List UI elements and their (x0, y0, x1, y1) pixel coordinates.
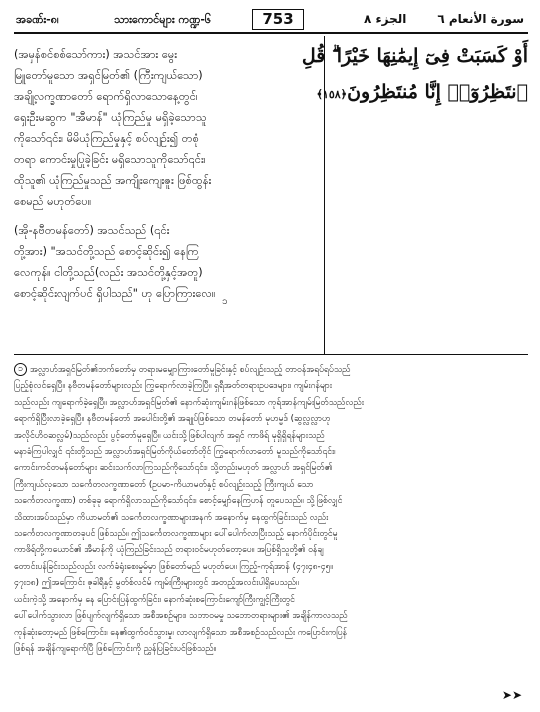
text-line: (အို-နဗီတမန်တော်) အသင်သည် (၎င်း (14, 224, 170, 237)
ayah-number-marker: ﴿١٥٨﴾ (316, 88, 348, 101)
ayah-number: ١٥٨ (322, 88, 341, 101)
text-line: အချို့လက္ခဏာတော် ရောက်ရှိလာသောနေ့တွင်၊ (14, 90, 198, 103)
text-line: (အမှန်စင်စစ်သော်ကား) အသင်အား မွေး (14, 48, 178, 61)
footnote-block (14, 362, 528, 657)
arabic-line-1: أَوْ كَسَبَتْ فِىٓ إِيمَٰنِهَا خَيْرًا ۗ قُلِ (301, 45, 528, 67)
footnote-line: ကာဖိရ်တို့ကယောင်၏ အီမာန်ကို ယုံကြည်ခြင်းသည် တရားဝင်မဟုတ်တော့ပေ။ အပြစ်ရှိသူတို့၏ ဝန်ချ (14, 545, 324, 556)
translation-paragraph-2 (14, 220, 316, 304)
text-line: စောင့်ဆိုင်းလျက်ပင် ရှိပါသည်" ဟု ပြောကြားလေ။ (14, 287, 216, 300)
footnote-line: တောင်းပန်ခြင်းသည်လည်း လက်ခံရုံးစေးမှုမ်မှာ ဖြစ်တော်မည် မဟုတ်ပေ။ ကြည့်-ကုရ်အာန် (၄၇း၄၈-၄၅။ (14, 561, 333, 572)
text-line: မြူတော်မူသော အရှင်မြတ်၏ (ကြီးကျယ်သော) (14, 69, 203, 82)
footnote-line-text: အလ္လာဟ်အရှင်မြတ်၏ဘက်တော်မှ တရားမမျှောကြားတော်မူခြင်းနှင့် စပ်လျဉ်းသည့် တာဝန်အရပ်ရပ်သည် (30, 365, 351, 375)
footnote-separator (14, 354, 528, 355)
footnote-line: ပေါ်ပေါက်သွားလာ ဖြစ်ပျက်လျက်ရှိသော အစီအစဉ်များ၊ သဘာဝမမှု သဘောတရားများ၏ အချိန်ကာလသည် (14, 611, 348, 622)
footnote-line: ကုန်ဆုံးတော့မည် ဖြစ်ကြောင်း၊ နေ၏ထွက်ဝင်သွားမှု၊ လာလျက်ရှိသော အစီအစဉ်သည်လည်း ကပြောင်းကပြန် (14, 627, 348, 638)
footnote-line: ဖြစ်ရန် အချိန်ကျရောက်ပြီ ဖြစ်ကြောင်းကို ညွှန်ပြခြင်းပင်ဖြစ်သည်။ (14, 643, 217, 654)
footnote-line (14, 362, 528, 378)
header-section-label: သားကောင်များ ကဏ္ဍ-၆ (114, 13, 212, 26)
header-juz-label: الجزء ٨ (364, 12, 407, 26)
footnote-number: ၁ (14, 363, 27, 376)
footnote-line: အလိုင်ဟိဝဆလ္လမ်)သည်လည်း ပွင့်တော်မူရှေပြီ။ ယင်းသို့ဖြစ်ပါလျက် အရှင် ကာဖိရ် မုရှိရှိရန်များသည် (14, 430, 325, 441)
footnote-line: ပြည့်စုံလင်ရှေပြီ။ နဗီတမန်တော်များလည်း ကြွရောက်လာခဲ့ကြပြီ။ ရှရီအတ်တရားဥပဒေများ၊ ကျမ်းဂန်များ (14, 381, 332, 392)
footnote-line: မနာခံကြပါလျှင် ၎င်းတို့သည် အလ္လာဟ်အရှင်မြတ်ကိုယ်တော်တိုင် ကြွရောက်လာတော် မူသည်ကိုသော်၎င်း၊ (14, 447, 336, 458)
mushaf-page (14, 8, 528, 706)
footnote-line: သည်လည်း ကျရောက်ခဲ့ရှေပြီ။ အလ္လာဟ်အရှင်မြတ်၏ နောက်ဆုံးကျမ်းဂန်ဖြစ်သော ကုရ်အာန်ကျမ်းမြတ်သည်လည်း (14, 397, 364, 408)
page-number: 753 (252, 9, 304, 30)
arabic-line-2-text: ٱنتَظِرُوٓا۟ إِنَّا مُنتَظِرُونَ (347, 81, 528, 103)
text-line: လေကုန်။ ငါတို့သည်(လည်း အသင်တို့နှင့်အတူ) (14, 266, 203, 279)
text-line: တို့အား) "အသင်တို့သည် စောင့်ဆိုင်း၍ နေကြ (14, 245, 199, 258)
footnote-line: ကောင်းကင်တမန်တော်များ ဆင်းသက်လာကြသည်ကိုသော်၎င်း၊ သို့တည်းမဟုတ် အလ္လာဟ် အရှင်မြတ်၏ (14, 463, 333, 474)
arabic-column (301, 38, 528, 113)
text-line: ကိုသော်၎င်း၊ မိမိယုံကြည်မှုနှင့် စပ်လျဉ်း၍ တစုံ (14, 132, 199, 145)
translation-paragraph-1 (14, 44, 316, 212)
text-line: ထိုသူ၏ ယုံကြည်မှုသည် အကျိုးကျေးဇူး ဖြစ်ထွန်း (14, 174, 212, 187)
footnote-line: ယင်းကဲ့သို့ အနောက်မှ နေ ပြောင်းပြန်ထွက်ခြင်း၊ နောက်ဆုံးစကြောင်းကျော်ကြီးကျွင့်ကြီးတွင် (14, 594, 295, 605)
footnote-reference-marker[interactable]: ၁ (222, 296, 228, 307)
continue-arrow-icon: ➤➤ (501, 688, 522, 702)
text-line: ရှေးဦးမဆွက "အီမာန်" ယုံကြည်မှု မရှိခဲ့သောသူ (14, 111, 207, 124)
page-header (14, 8, 528, 34)
footnote-line: သိထားအပ်သည်မှာ ကိယာမတ်၏ သင်္ကေတလက္ခဏာများအနက် အနောက်မှ နေထွက်ခြင်းသည် လည်း (14, 512, 329, 523)
header-surah-label: سورة الأنعام ٦ (437, 12, 524, 26)
header-chapter-label: အခဏ်း-၈၊ (16, 13, 59, 26)
arabic-verse (301, 38, 528, 113)
text-line: တရာ ကောင်းမှုပြုခဲ့ခြင်း မရှိသောသူကိုသော်၎င်း၊ (14, 153, 206, 166)
arabic-line-2 (316, 74, 528, 113)
footnote-line: သင်္ကေတလက္ခဏာတခုပင် ဖြစ်သည်။ ဤသင်္ကေတလက္ခဏာများ ပေါ်ပေါက်လာပြီးသည့် နောက်ပိုင်းတွင်မူ (14, 529, 338, 540)
translation-column (14, 44, 316, 304)
text-line: စေမည် မဟုတ်ပေ။ (14, 195, 92, 208)
footnote-line: ကြီးကျယ်လှသော သင်္ကေတလက္ခဏာတော် (ဥပမာ-ကိယာမတ်နှင့် စပ်လျဉ်းသည့် ကြီးကျယ် သော (14, 479, 314, 490)
footnote-line: သင်္ကေတလက္ခဏာ) တစ်ခုခု ရောက်ရှိလာသည်ကိုသော်၎င်း၊ စောင့်မျှော်နေကြဟန် တူပေသည်။ သို့ဖြစ်လျှင် (14, 496, 343, 507)
footnote-line: ရောက်ရှိပြီးလာခဲ့ရှေပြီ။ နဗီတမန်တော် အပေါင်းတို့၏ အချုပ်ဖြစ်သော တမန်တော် မုဟမ္မဒ် (ဆွလ္လလ္လာဟု (14, 414, 331, 425)
footnote-line: ၄၇း၁၈) ဤအကြောင်း ဇုခါရီနှင့် မွတ်စ်လင်မ် ကျမ်းကြီးများတွင် အတည့်အလင်းပါရှိပေသည်။ (14, 578, 299, 589)
